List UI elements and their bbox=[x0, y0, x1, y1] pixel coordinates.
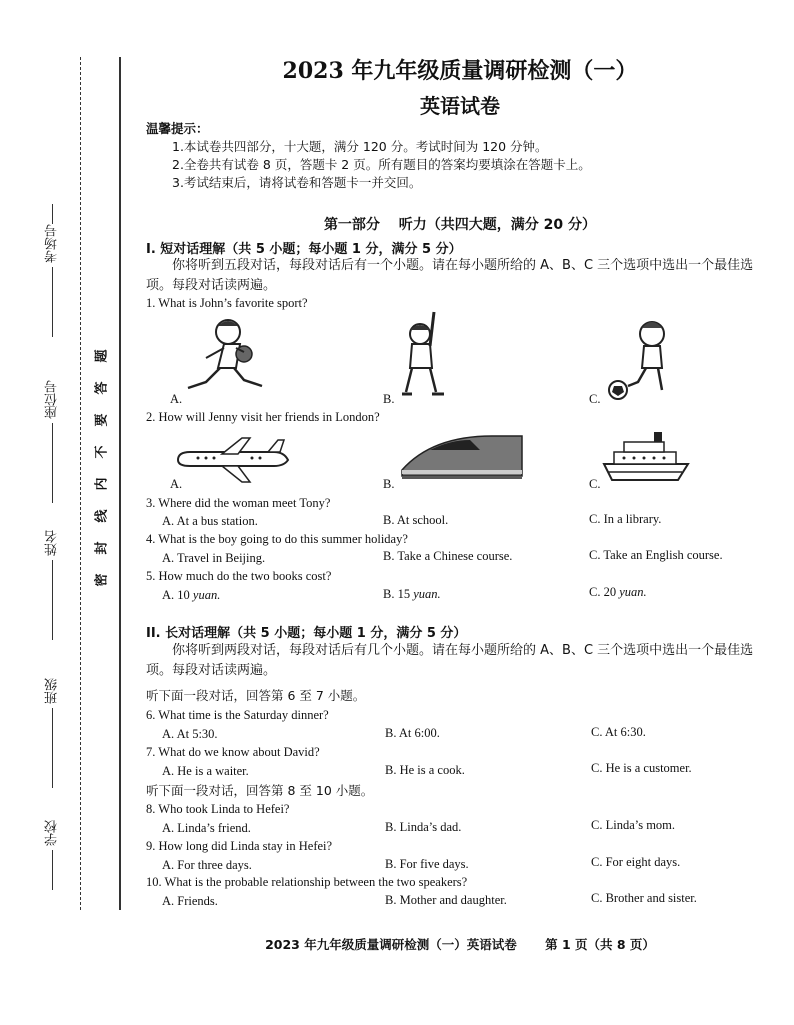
q8-option-b: B. Linda’s dad. bbox=[385, 820, 462, 834]
q9-option-a: A. For three days. bbox=[162, 858, 252, 872]
seal-char: 不 bbox=[94, 445, 110, 459]
cut-line-dashed bbox=[80, 57, 81, 910]
currency-unit: yuan. bbox=[413, 587, 441, 601]
exam-title: 2023 年九年级质量调研检测（一） bbox=[282, 58, 638, 84]
question-3: 3. Where did the woman meet Tony? bbox=[146, 496, 331, 510]
seal-char: 线 bbox=[94, 509, 110, 523]
question-2: 2. How will Jenny visit her friends in London? bbox=[146, 410, 380, 424]
seal-char: 封 bbox=[94, 541, 110, 555]
q6-option-b: B. At 6:00. bbox=[385, 726, 440, 740]
footer-exam-name: 2023 年九年级质量调研检测（一）英语试卷 bbox=[265, 937, 517, 952]
question-1: 1. What is John’s favorite sport? bbox=[146, 296, 308, 310]
section1-title: I. 短对话理解（共 5 小题；每小题 1 分，满分 5 分） bbox=[146, 242, 462, 257]
question-6: 6. What time is the Saturday dinner? bbox=[146, 708, 329, 722]
ship-icon bbox=[602, 428, 690, 484]
school-field bbox=[32, 820, 72, 890]
seat-line bbox=[52, 423, 53, 503]
question-8: 8. Who took Linda to Hefei? bbox=[146, 802, 290, 816]
question-10: 10. What is the probable relationship between the two speakers? bbox=[146, 875, 468, 889]
airplane-icon bbox=[172, 436, 290, 486]
q2-option-b: B. bbox=[383, 477, 395, 491]
q7-option-a: A. He is a waiter. bbox=[162, 764, 249, 778]
q5-option-b-value: B. 15 bbox=[383, 587, 411, 601]
seal-char: 题 bbox=[94, 349, 110, 363]
seal-char: 答 bbox=[94, 381, 110, 395]
q9-option-b: B. For five days. bbox=[385, 857, 469, 871]
tip-item: 3.考试结束后，请将试卷和答题卡一并交回。 bbox=[172, 175, 422, 190]
exam-room-underline bbox=[52, 204, 53, 224]
q10-option-b: B. Mother and daughter. bbox=[385, 893, 507, 907]
q1-option-a: A. bbox=[170, 392, 183, 406]
tip-item: 1.本试卷共四部分，十大题，满分 120 分。考试时间为 120 分钟。 bbox=[172, 139, 548, 154]
page-footer bbox=[140, 935, 780, 953]
seal-notice bbox=[96, 340, 109, 596]
seal-char: 密 bbox=[94, 573, 110, 587]
tips-title: 温馨提示： bbox=[146, 121, 209, 136]
footer-page-number: 第 1 页（共 8 页） bbox=[545, 937, 655, 952]
q3-option-b: B. At school. bbox=[383, 513, 449, 527]
high-speed-train-icon bbox=[400, 432, 524, 482]
q8-option-c: C. Linda’s mom. bbox=[591, 818, 676, 832]
tip-item: 2.全卷共有试卷 8 页，答题卡 2 页。所有题目的答案均要填涂在答题卡上。 bbox=[172, 157, 591, 172]
q7-option-c: C. He is a customer. bbox=[591, 761, 692, 775]
part1-title: 第一部分 听力（共四大题，满分 20 分） bbox=[323, 217, 597, 233]
section2-title: II. 长对话理解（共 5 小题；每小题 1 分，满分 5 分） bbox=[146, 626, 467, 641]
q3-option-a: A. At a bus station. bbox=[162, 514, 258, 528]
section1-instruction: 你将听到五段对话，每段对话后有一个小题。请在每小题所给的 A、B、C 三个选项中选出一个最佳选项。每段对话读两遍。 bbox=[146, 258, 754, 293]
q7-option-b: B. He is a cook. bbox=[385, 763, 465, 777]
tips-block bbox=[146, 120, 591, 192]
q5-option-b bbox=[383, 587, 441, 602]
name-line bbox=[52, 560, 53, 640]
question-7: 7. What do we know about David? bbox=[146, 745, 320, 759]
seat-label: 座位号 bbox=[44, 380, 60, 419]
section2-lead-2: 听下面一段对话，回答第 8 至 10 小题。 bbox=[146, 783, 374, 798]
section2-instruction: 你将听到两段对话，每段对话后有几个小题。请在每小题所给的 A、B、C 三个选项中选出一个最佳选项。每段对话读两遍。 bbox=[146, 643, 754, 678]
q1-option-c: C. bbox=[589, 392, 601, 406]
seal-char: 内 bbox=[94, 477, 110, 491]
seal-char: 要 bbox=[94, 413, 110, 427]
seat-field bbox=[32, 380, 72, 503]
question-9: 9. How long did Linda stay in Hefei? bbox=[146, 839, 333, 853]
baseball-player-icon bbox=[394, 310, 454, 396]
name-field bbox=[32, 530, 72, 640]
q5-option-c bbox=[589, 585, 647, 600]
q6-option-a: A. At 5:30. bbox=[162, 727, 218, 741]
q9-option-c: C. For eight days. bbox=[591, 855, 681, 869]
q4-option-a: A. Travel in Beijing. bbox=[162, 551, 266, 565]
currency-unit: yuan. bbox=[192, 588, 221, 602]
class-field bbox=[32, 678, 72, 788]
q2-option-a: A. bbox=[170, 477, 183, 491]
q8-option-a: A. Linda’s friend. bbox=[162, 821, 251, 835]
q3-option-c: C. In a library. bbox=[589, 512, 662, 526]
q4-option-b: B. Take a Chinese course. bbox=[383, 549, 513, 563]
class-label: 班级 bbox=[44, 678, 60, 704]
q5-option-c-value: C. 20 bbox=[589, 585, 617, 599]
school-line bbox=[52, 850, 53, 890]
q10-option-c: C. Brother and sister. bbox=[591, 891, 697, 905]
class-line bbox=[52, 708, 53, 788]
basketball-player-icon bbox=[180, 316, 272, 402]
question-4: 4. What is the boy going to do this summer holiday? bbox=[146, 532, 408, 546]
q1-option-b: B. bbox=[383, 392, 395, 406]
school-label: 学校 bbox=[44, 820, 60, 846]
q6-option-c: C. At 6:30. bbox=[591, 725, 646, 739]
currency-unit: yuan. bbox=[619, 585, 647, 599]
exam-subtitle: 英语试卷 bbox=[420, 94, 500, 118]
q10-option-a: A. Friends. bbox=[162, 894, 218, 908]
soccer-player-icon bbox=[606, 316, 678, 402]
exam-room-label: 考场号 bbox=[44, 224, 60, 263]
q4-option-c: C. Take an English course. bbox=[589, 548, 723, 562]
q2-option-c: C. bbox=[589, 477, 601, 491]
binding-line bbox=[119, 57, 121, 910]
exam-room-line bbox=[52, 267, 53, 337]
name-label: 姓名 bbox=[44, 530, 60, 556]
q5-option-a bbox=[162, 588, 220, 603]
q5-option-a-value: A. 10 bbox=[162, 588, 190, 602]
section2-lead-1: 听下面一段对话，回答第 6 至 7 小题。 bbox=[146, 688, 366, 703]
exam-room-field bbox=[32, 200, 72, 337]
question-5: 5. How much do the two books cost? bbox=[146, 569, 332, 583]
